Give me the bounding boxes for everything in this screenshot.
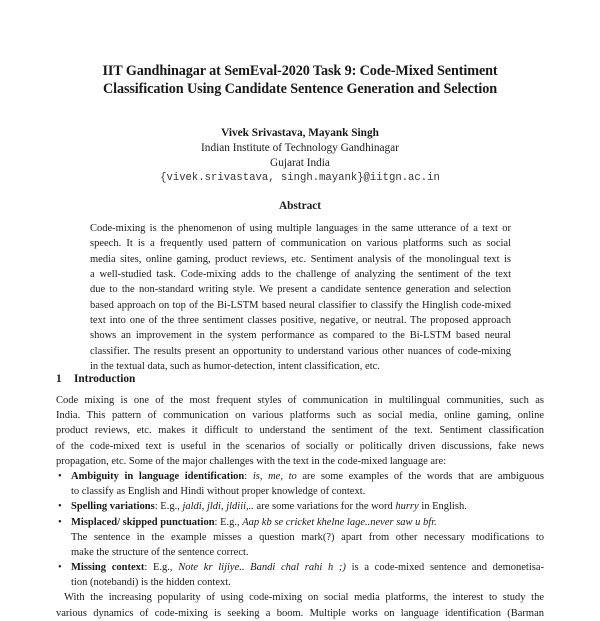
- author-names: Vivek Srivastava, Mayank Singh: [221, 127, 379, 139]
- abstract-line: shows an improvement in the system performance as compared to the Bi-LSTM based neural: [90, 330, 511, 342]
- author-emails: {vivek.srivastava, singh.mayank}@iitgn.ac.in: [160, 172, 440, 184]
- intro-line: of the code-mixed text is useful in the scenarios of socially or politically driven discussions, fake news: [56, 440, 544, 452]
- intro-line: With the increasing popularity of using code-mixing on social media platforms, the interest to study the: [64, 592, 544, 604]
- intro-line: propagation, etc. Some of the major challenges with the text in the code-mixed language are:: [56, 455, 447, 467]
- intro-line: various dynamics of code-mixing is seeking a boom. Multiple works on language identification (Barman: [56, 607, 544, 619]
- abstract-line: in the textual data, such as humor-detection, intent classification, etc.: [90, 361, 380, 373]
- abstract-line: based approach on top of the Bi-LSTM based neural classifier to classify the Hinglish code-mixed: [90, 299, 511, 311]
- bullet-example: Note kr lijiye.. Bandi chal rahi h ;): [178, 562, 346, 574]
- bullet-example: Aap kb se cricket khelne lage..never saw u bfr.: [242, 516, 437, 528]
- bullet-example: is, me, to: [252, 470, 297, 482]
- challenge-bullet-spelling: • Spelling variations: E.g., jaldi, jldi, jldiii,.. are some variations for the word hurry in English.: [56, 499, 544, 514]
- bullet-continuation: tion (notebandi) is the hidden context.: [71, 577, 231, 589]
- bullet-continuation: make the structure of the sentence correct.: [71, 546, 249, 558]
- challenge-bullet-context: • Missing context: E.g., Note kr lijiye.. Bandi chal rahi h ;) is a code-mixed sentence and demonetisa- tion (notebandi) is the hidden context.: [56, 560, 544, 590]
- affiliation-institute: Indian Institute of Technology Gandhinagar: [201, 142, 399, 154]
- bullet-continuation: to classify as English and Hindi without proper knowledge of context.: [71, 486, 366, 498]
- bullet-icon: •: [58, 470, 62, 482]
- abstract-line: a well-studied task. Code-mixing adds to the challenge of analyzing the sentiment of the text: [90, 269, 511, 281]
- abstract-line: text into one of the three sentiment classes positive, negative, or neutral. The proposed approach: [90, 315, 511, 327]
- bullet-icon: •: [58, 501, 62, 513]
- bullet-icon: •: [58, 562, 62, 574]
- intro-line: Code mixing is one of the most frequent styles of communication in multilingual communities, such as: [56, 395, 544, 406]
- affiliation-location: Gujarat India: [270, 157, 330, 169]
- abstract-line: due to the non-standard writing style. We present a candidate sentence generation and selection: [90, 284, 511, 296]
- intro-line: India. This pattern of communication on various platforms such as social media, online gaming, online: [56, 410, 544, 422]
- bullet-term: Ambiguity in language identification: [71, 470, 245, 482]
- abstract-line: Code-mixing is the phenomenon of using multiple languages in the same utterance of a text or: [90, 223, 511, 234]
- introduction-body: [56, 393, 544, 621]
- section-title: Introduction: [74, 373, 136, 385]
- title-line-1: IIT Gandhinagar at SemEval-2020 Task 9: Code-Mixed Sentiment: [102, 63, 498, 79]
- bullet-continuation: The sentence in the example misses a question mark(?) apart from other necessary modifications to: [71, 531, 544, 543]
- bullet-term: Spelling variations: [71, 501, 155, 513]
- bullet-example: jaldi, jldi, jldiii,..: [182, 501, 254, 513]
- intro-line: product reviews, etc. makes it difficult to understand the sentiment of the text. Sentiment classification: [56, 425, 544, 437]
- challenge-bullet-punctuation: • Misplaced/ skipped punctuation: E.g., Aap kb se cricket khelne lage..never saw u bfr. The sentence in the example misses a question mark(?) apart from other necessary modifications to make the structure of the sentence correct.: [56, 515, 544, 561]
- abstract-line: classifier. The results present an opportunity to understand various other nuances of code-mixing: [90, 345, 511, 357]
- section-heading-introduction: [56, 372, 135, 387]
- title-line-2: Classification Using Candidate Sentence Generation and Selection: [102, 81, 497, 97]
- bullet-term: Misplaced/ skipped punctuation: [71, 516, 215, 528]
- bullet-term: Missing context: [71, 562, 145, 574]
- paper-title: [60, 62, 540, 98]
- abstract-line: media sites, online gaming, product reviews, etc. Sentiment analysis of the monolingual text is: [90, 253, 511, 265]
- challenge-bullet-ambiguity: • Ambiguity in language identification: is, me, to are some examples of the words that are ambiguous to classify as English and Hindi without proper knowledge of context.: [56, 469, 544, 499]
- abstract-body: [90, 221, 511, 374]
- abstract-heading: Abstract: [278, 200, 322, 212]
- bullet-icon: •: [58, 516, 62, 528]
- section-number: 1: [56, 373, 62, 385]
- abstract-line: speech. It is a frequently used pattern of communication on various platforms such as social: [90, 238, 511, 250]
